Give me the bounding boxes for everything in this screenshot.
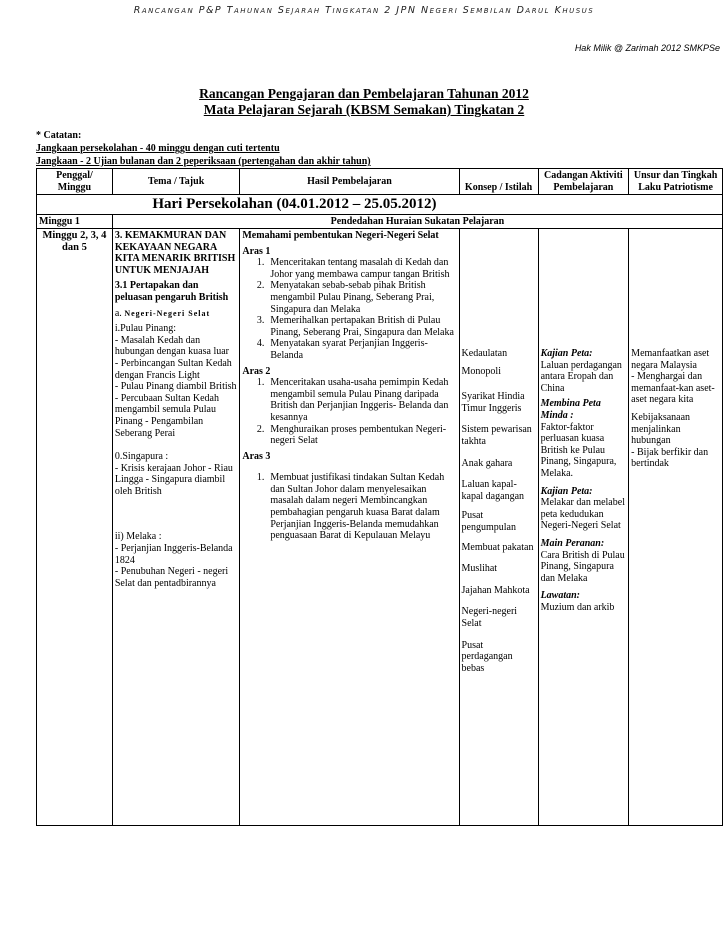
table-header-row — [37, 169, 723, 195]
konsep-item: Jajahan Mahkota — [461, 584, 530, 596]
header-cadangan: Cadangan Aktiviti Pembelajaran — [538, 169, 629, 195]
konsep-item: Pusat pengumpulan — [461, 510, 516, 533]
cadangan-5-title: Lawatan: — [540, 590, 581, 602]
konsep-item: Muslihat — [461, 563, 498, 575]
row-cadangan — [538, 229, 629, 826]
tema-sg-heading: 0.Singapura : — [114, 451, 169, 463]
row-week: Minggu 2, 3, 4 dan 5 — [37, 229, 113, 826]
row-konsep — [459, 229, 538, 826]
unsur-4: - Bijak berfikir dan bertindak — [631, 446, 709, 470]
intro-week: Minggu 1 — [37, 215, 113, 229]
tema-mk-2: - Penubuhan Negeri - negeri Selat dan pentadbirannya — [114, 566, 229, 589]
tema-subheading: 3.1 Pertapakan dan peluasan pengaruh British — [114, 280, 229, 303]
plan-table — [36, 168, 723, 826]
hasil-a2-1: Menceritakan usaha-usaha pemimpin Kedah mengambil semula Pulau Pinang daripada British dan Perjanjian Inggeris- Belanda dan kesannya — [270, 377, 449, 423]
header-hasil: Hasil Pembelajaran — [240, 169, 459, 195]
row-tema — [112, 229, 240, 826]
table-row — [37, 229, 723, 826]
konsep-item: Sistem pewarisan takhta — [461, 424, 532, 447]
konsep-item: Pusat perdagangan bebas — [461, 639, 513, 674]
row-hasil: Memahami pembentukan Negeri-Negeri Selat Aras 1 1. Menceritakan tentang masalah di Kedah dan Johor yang membawa campur tangan British 2. Menyatakan sebab-sebab pihak British mengambil Pulau Pinang, Seberang Prai, Singapura dan Melaka 3. Memerihalkan pertapakan British di Pulau Pinang, Seberang Prai, Singapura dan Melaka 4. Menyatakan syarat Perjanjian Inggeris-Belanda Aras 2 1. Menceritakan usaha-usaha pemimpin Kedah mengambil semula Pulau Pinang daripada British dan Perjanjian Inggeris- Belanda dan kesannya 2. Menghuraikan proses pembentukan Negeri-negeri Selat Aras 3 1. Membuat justifikasi tindakan Sultan Kedah dan Sultan Johor dalam menyelesaikan masalah dalam negeri Membincangkan pembahagian pengaruh kuasa Barat dalam Perjanjian Inggeris-Belanda memudahkan penguasaan Barat di Kepulauan Melayu — [240, 229, 459, 826]
row-unsur — [629, 229, 723, 826]
hasil-a1-3: Memerihalkan pertapakan British di Pulau Pinang, Seberang Prai, Singapura dan Melaka — [270, 315, 454, 338]
tema-sg-1: - Krisis kerajaan Johor - Riau Lingga - Singapura diambil oleh British — [114, 462, 233, 497]
cadangan-1-title: Kajian Peta: — [540, 348, 593, 359]
intro-text: Pendedahan Huraian Sukatan Pelajaran — [112, 215, 722, 229]
cadangan-1-body: Laluan perdagangan antara Eropah dan China — [540, 359, 622, 394]
aras-3-label: Aras 3 — [242, 450, 271, 462]
tema-mk-1: - Perjanjian Inggeris-Belanda 1824 — [114, 543, 233, 566]
tema-item-nns: Negeri-Negeri Selat — [124, 308, 211, 318]
tema-item-marker: a. — [114, 307, 122, 319]
cadangan-4-body: Cara British di Pulau Pinang, Singapura dan Melaka — [540, 549, 625, 584]
unsur-1: Memanfaatkan aset negara Malaysia — [631, 348, 710, 371]
hasil-intro: Memahami pembentukan Negeri-Negeri Selat — [242, 230, 439, 241]
document-title: Rancangan Pengajaran dan Pembelajaran Tahunan 2012 — [199, 86, 529, 101]
konsep-item: Negeri-negeri Selat — [461, 606, 518, 629]
header-konsep: Konsep / Istilah — [459, 169, 538, 195]
document-subtitle: Mata Pelajaran Sejarah (KBSM Semakan) Tingkatan 2 — [203, 102, 525, 117]
notes-line-1: Jangkaan persekolahan - 40 minggu dengan cuti tertentu — [36, 143, 280, 154]
tema-pp-3: - Pulau Pinang diambil British — [114, 381, 237, 393]
cadangan-4-title: Main Peranan: — [540, 537, 605, 549]
running-header: Rancangan P&P Tahunan Sejarah Tingkatan 2 JPN Negeri Sembilan Darul Khusus — [133, 5, 595, 16]
cadangan-2-body: Faktor-faktor perluasan kuasa British ke Pulau Pinang, Singapura, Melaka. — [540, 421, 617, 479]
hasil-a1-4: Menyatakan syarat Perjanjian Inggeris-Belanda — [270, 338, 428, 361]
unsur-3: Kebijaksanaan menjalinkan hubungan — [631, 411, 691, 447]
tema-pp-heading: i.Pulau Pinang: — [114, 323, 176, 335]
aras-2-label: Aras 2 — [242, 365, 271, 377]
unsur-2: - Menghargai dan memanfaat-kan aset-aset negara kita — [631, 371, 715, 406]
intro-row — [37, 215, 723, 229]
header-tema: Tema / Tajuk — [112, 169, 240, 195]
tema-mk-heading: ii) Melaka : — [114, 531, 162, 543]
cadangan-3-body: Melakar dan melabel peta kedudukan Negeri-Negeri Selat — [540, 497, 625, 532]
aras-1-label: Aras 1 — [242, 245, 271, 257]
hasil-a2-2: Menghuraikan proses pembentukan Negeri-negeri Selat — [270, 423, 447, 447]
tema-pp-1: - Masalah Kedah dan hubungan dengan kuasa luar — [114, 334, 229, 358]
konsep-item: Anak gahara — [461, 457, 513, 469]
tema-pp-2: - Perbincangan Sultan Kedah dengan Francis Light — [114, 357, 232, 381]
hasil-a1-1: Menceritakan tentang masalah di Kedah dan Johor yang membawa campur tangan British — [270, 257, 450, 280]
notes-heading: * Catatan: — [36, 130, 82, 141]
konsep-item: Laluan kapal-kapal dagangan — [461, 479, 525, 502]
tema-pp-4: - Percubaan Sultan Kedah mengambil semula Pulau Pinang - Pengambilan Seberang Perai — [114, 392, 219, 439]
konsep-item: Syarikat Hindia Timur Inggeris — [461, 391, 525, 414]
header-unsur: Unsur dan Tingkah Laku Patriotisme — [629, 169, 723, 195]
notes-line-2: Jangkaan - 2 Ujian bulanan dan 2 peperiksaan (pertengahan dan akhir tahun) — [36, 156, 371, 167]
copyright-note: Hak Milik @ Zarimah 2012 SMKPSe — [574, 43, 720, 53]
konsep-item: Membuat pakatan — [461, 541, 534, 553]
term-band: Hari Persekolahan (04.01.2012 – 25.05.2012) — [112, 195, 722, 215]
cadangan-2-title: Membina Peta Minda : — [540, 398, 601, 421]
konsep-item: Kedaulatan — [461, 348, 508, 359]
header-minggu: Penggal/ Minggu — [37, 169, 113, 195]
hasil-a1-2: Menyatakan sebab-sebab pihak British mengambil Pulau Pinang, Seberang Prai, Singapura dan Melaka — [270, 280, 435, 315]
tema-heading: 3. KEMAKMURAN DAN KEKAYAAN NEGARA KITA MENARIK BRITISH UNTUK MENJAJAH — [114, 230, 236, 276]
cadangan-5-body: Muzium dan arkib — [540, 601, 615, 613]
term-band-row — [37, 195, 723, 215]
notes-block — [36, 129, 371, 168]
hasil-a3-1: Membuat justifikasi tindakan Sultan Kedah dan Sultan Johor dalam menyelesaikan masalah dalam negeri Membincangkan pembahagian pengaruh kuasa Barat dalam Perjanjian Inggeris-Belanda memudahkan penguasaan Barat di Kepulauan Melayu — [270, 472, 445, 542]
cadangan-3-title: Kajian Peta: — [540, 485, 593, 497]
konsep-item: Monopoli — [461, 365, 501, 377]
